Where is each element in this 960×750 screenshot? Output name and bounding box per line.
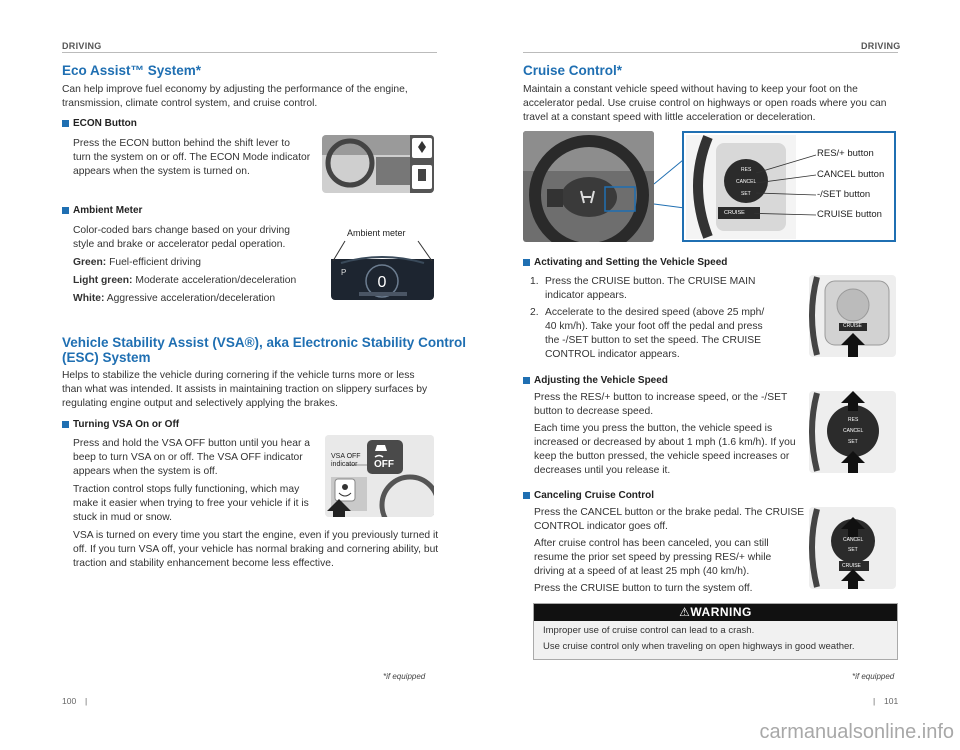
vsa-onoff-subheading-text: Turning VSA On or Off	[73, 419, 180, 430]
canceling-subheading	[523, 490, 654, 501]
ambient-meter-subheading	[62, 205, 142, 216]
meter-lightgreen-line	[73, 273, 296, 288]
ambient-meter-subheading-text: Ambient Meter	[73, 205, 143, 216]
left-header-rule	[62, 52, 437, 53]
cruise-control-title: Cruise Control*	[523, 63, 623, 78]
warning-triangle-icon: ⚠	[679, 605, 691, 619]
can-p1-line-1: Press the CANCEL button or the brake pedal. The CRUISE	[534, 507, 805, 518]
callout-set-button: -/SET button	[817, 189, 871, 200]
meter-text-line-2: style and brake or accelerator pedal operation.	[73, 239, 286, 250]
bullet-square-icon	[62, 421, 69, 428]
vsa-indicator-label-l1: VSA OFF	[331, 453, 361, 460]
bullet-square-icon	[523, 377, 530, 384]
vsa-p3-line-2: off. If you turn VSA off, your vehicle has normal braking and cornering ability, but	[73, 544, 439, 555]
left-page-number-divider: |	[85, 696, 88, 706]
switch-cruise-label: CRUISE	[724, 210, 745, 216]
bullet-square-icon	[62, 207, 69, 214]
step2-line-4: CONTROL indicator appears.	[545, 349, 680, 360]
adj-p2-line-4: decreases until you release it.	[534, 465, 671, 476]
vsa-p2-line-2: make it easier when trying to free your vehicle if it is	[73, 498, 309, 509]
cruise-button-label: CRUISE	[843, 323, 862, 329]
adj-cancel-label: CANCEL	[843, 428, 864, 434]
right-running-header: DRIVING	[861, 41, 901, 51]
vsa-intro-line-3: regulating engine output and selectively applying the brakes.	[62, 398, 338, 409]
eco-assist-title: Eco Assist™ System*	[62, 63, 202, 78]
left-footnote: *if equipped	[383, 672, 426, 681]
adj-p1-line-1: Press the RES/+ button to increase speed, or the -/SET	[534, 392, 788, 403]
svg-text:P: P	[341, 268, 347, 277]
adj-set-label: SET	[848, 439, 858, 445]
green-label: Green:	[73, 257, 107, 268]
cruise-intro-line-1: Maintain a constant vehicle speed without having to keep your foot on the	[523, 84, 858, 95]
cruise-switch-detail	[682, 131, 896, 242]
step2-line-3: the -/SET button to set the speed. The CRUISE	[545, 335, 761, 346]
cruise-intro-line-3: travel at a constant speed with little acceleration or deceleration.	[523, 112, 816, 123]
switch-res-label: RES	[741, 167, 752, 173]
cruise-button-press-photo	[809, 275, 896, 357]
white-label: White:	[73, 293, 105, 304]
bullet-square-icon	[62, 120, 69, 127]
econ-text-line-2: turn the system on or off. The ECON Mode indicator	[73, 152, 311, 163]
meter-white-line	[73, 291, 275, 306]
canceling-subheading-text: Canceling Cruise Control	[534, 490, 655, 501]
vsa-intro-line-1: Helps to stabilize the vehicle during cornering if the vehicle turns more or less	[62, 370, 415, 381]
can-p2-line-3: driving at a speed of at least 25 mph (40 km/h).	[534, 566, 750, 577]
bullet-square-icon	[523, 492, 530, 499]
left-running-header: DRIVING	[62, 41, 102, 51]
lightgreen-text: Moderate acceleration/deceleration	[132, 275, 297, 286]
warning-line-1: Improper use of cruise control can lead to a crash.	[543, 625, 755, 636]
callout-cancel-button: CANCEL button	[817, 169, 885, 180]
callout-cruise-button: CRUISE button	[817, 209, 882, 220]
vsa-p3-line-3: traction and stability enhancement become less effective.	[73, 558, 334, 569]
can-p2-line-2: resume the prior set speed by pressing RES/+ while	[534, 552, 772, 563]
econ-button-subheading-text: ECON Button	[73, 118, 137, 129]
can-p2-line-1: After cruise control has been canceled, you can still	[534, 538, 769, 549]
step1-line-1: Press the CRUISE button. The CRUISE MAIN	[545, 276, 756, 287]
vsa-off-photo	[325, 435, 434, 517]
vsa-intro-line-2: than what was intended. It assists in maintaining traction on slippery surfaces by	[62, 384, 428, 395]
lightgreen-label: Light green:	[73, 275, 133, 286]
eco-intro-line-1: Can help improve fuel economy by adjusting the performance of the engine,	[62, 84, 408, 95]
left-page-number: 100	[62, 696, 77, 706]
meter-text-line-1: Color-coded bars change based on your driving	[73, 225, 290, 236]
cruise-intro-line-2: accelerator pedal. Use cruise control on highways or open roads where you can	[523, 98, 887, 109]
adj-p2-line-1: Each time you press the button, the vehicle speed is	[534, 423, 773, 434]
econ-text-line-3: appears when the system is turned on.	[73, 166, 250, 177]
switch-set-label: SET	[741, 191, 751, 197]
vsa-off-indicator-text: OFF	[374, 459, 394, 470]
right-footnote: *if equipped	[852, 672, 895, 681]
vsa-p3-line-1: VSA is turned on every time you start the engine, even if you previously turned it	[73, 530, 439, 541]
step2-line-1: Accelerate to the desired speed (above 25 mph/	[545, 307, 765, 318]
vsa-p2-line-3: stuck in mud or snow.	[73, 512, 173, 523]
warning-line-2: Use cruise control only when traveling on open highways in good weather.	[543, 641, 855, 652]
bullet-square-icon	[523, 259, 530, 266]
green-text: Fuel-efficient driving	[106, 257, 202, 268]
white-text: Aggressive acceleration/deceleration	[104, 293, 276, 304]
vsa-onoff-subheading	[62, 419, 179, 430]
ambient-meter-callout: Ambient meter	[347, 228, 406, 238]
vsa-title-line-1: Vehicle Stability Assist (VSA®), aka Electronic Stability Control	[62, 335, 467, 350]
right-page-number-divider: |	[873, 696, 876, 706]
activating-subheading	[523, 257, 727, 268]
ambient-meter-photo	[331, 223, 434, 300]
vsa-p1-line-2: beep to turn VSA on or off. The VSA OFF indicator	[73, 452, 303, 463]
econ-text-line-1: Press the ECON button behind the shift lever to	[73, 138, 290, 149]
vsa-indicator-label-l2: indicator	[331, 461, 358, 468]
can-set-label: SET	[848, 547, 858, 553]
step2-line-2: 40 km/h). Take your foot off the pedal and press	[545, 321, 763, 332]
callout-res-button: RES/+ button	[817, 148, 874, 159]
step2-number: 2.	[530, 307, 539, 318]
adjusting-subheading-text: Adjusting the Vehicle Speed	[534, 375, 668, 386]
warning-header	[534, 604, 897, 621]
vsa-p1-line-3: appears when the system is off.	[73, 466, 218, 477]
meter-green-line	[73, 255, 201, 270]
can-cancel-label: CANCEL	[843, 537, 864, 543]
steering-wheel-photo	[523, 131, 654, 242]
econ-button-photo	[322, 135, 434, 193]
adj-res-label: RES	[848, 417, 859, 423]
adj-p2-line-2: increased or decreased by about 1 mph (1.6 km/h). If you	[534, 437, 796, 448]
adj-p2-line-3: keep the button pressed, the vehicle speed increases or	[534, 451, 790, 462]
can-p3-line: Press the CRUISE button to turn the system off.	[534, 583, 753, 594]
activating-subheading-text: Activating and Setting the Vehicle Speed	[534, 257, 728, 268]
right-header-rule	[523, 52, 898, 53]
svg-text:0: 0	[377, 274, 387, 291]
step1-number: 1.	[530, 276, 539, 287]
econ-button-subheading	[62, 118, 137, 129]
eco-intro-line-2: transmission, climate control system, and cruise control.	[62, 98, 318, 109]
vsa-title-line-2: (ESC) System	[62, 350, 151, 365]
vsa-p2-line-1: Traction control stops fully functioning, which may	[73, 484, 300, 495]
warning-box	[533, 603, 898, 660]
adjusting-subheading	[523, 375, 668, 386]
can-p1-line-2: CONTROL indicator goes off.	[534, 521, 668, 532]
switch-cancel-label: CANCEL	[736, 179, 757, 185]
can-cruise-label: CRUISE	[842, 563, 861, 569]
switch-leader-lines	[754, 143, 818, 229]
adj-p1-line-2: button to decrease speed.	[534, 406, 654, 417]
res-set-press-photo	[809, 391, 896, 473]
watermark: carmanualsonline.info	[759, 721, 954, 743]
cancel-press-photo	[809, 507, 896, 589]
right-page-number: 101	[884, 696, 899, 706]
step1-line-2: indicator appears.	[545, 290, 627, 301]
warning-title: WARNING	[690, 605, 752, 619]
vsa-p1-line-1: Press and hold the VSA OFF button until you hear a	[73, 438, 310, 449]
